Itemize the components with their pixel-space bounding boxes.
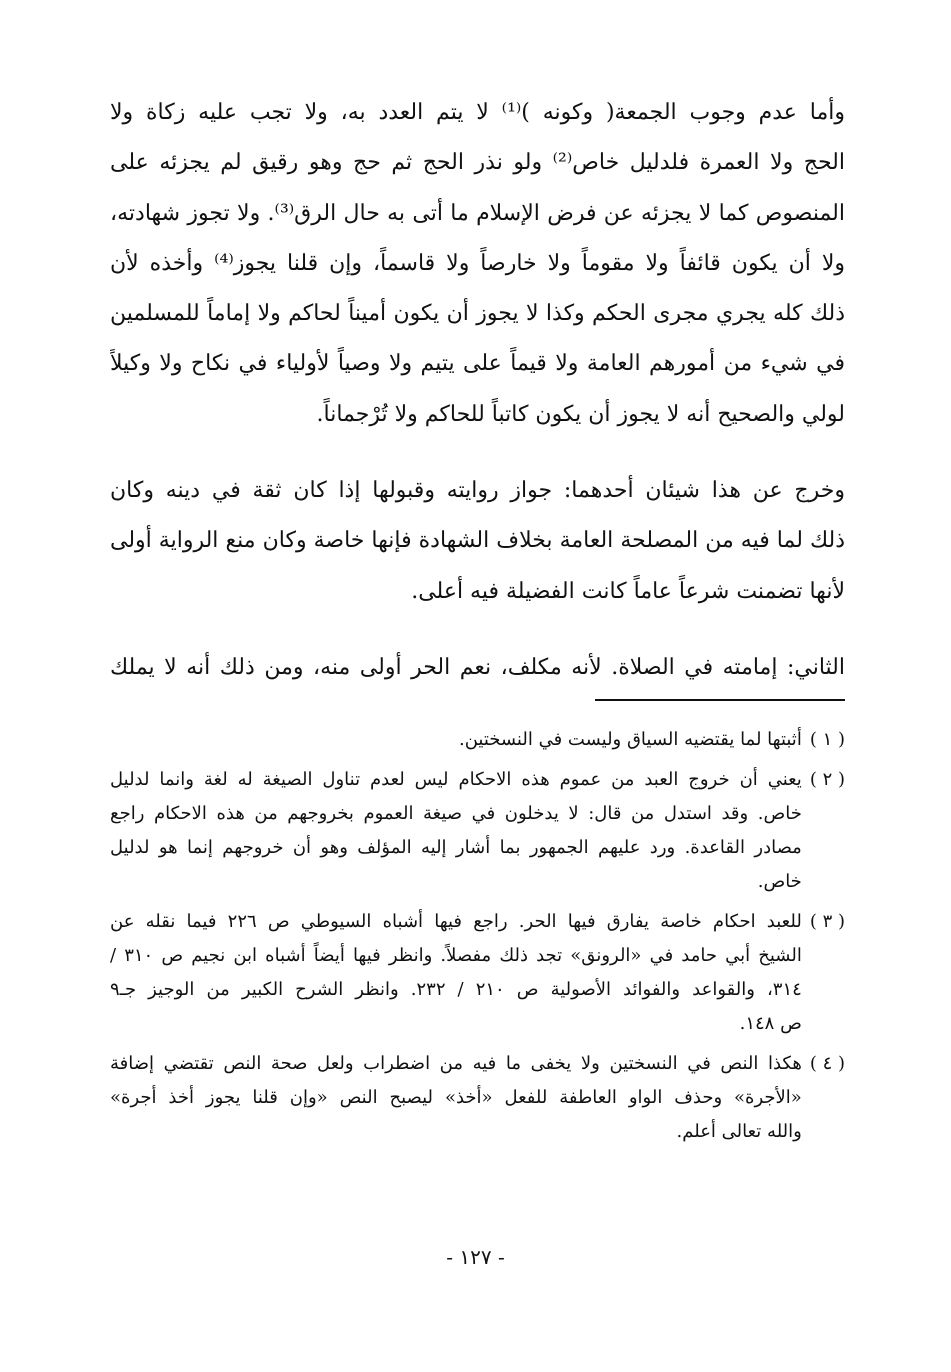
footnote-1: [110, 723, 845, 757]
text-line: لولي والصحيح أنه لا يجوز أن يكون كاتباً للحاكم ولا تُرْجماناً.: [316, 401, 845, 427]
paragraph-1: [110, 88, 845, 440]
footnote-line: «الأجرة» وحذف الواو العاطفة للفعل «أخذ» ليصبح النص «وإن قلنا يجوز أخذ أجرة»: [110, 1087, 802, 1108]
footnote-number: ( ١ ): [809, 729, 845, 750]
page-number: - ١٢٧ -: [446, 1245, 505, 1269]
footnote-4: [110, 1047, 845, 1149]
text-line: ذلك لما فيه من المصلحة العامة بخلاف الشهادة فإنها خاصة وكان منع الرواية أولى: [110, 528, 845, 554]
footnote-number: ( ٤ ): [809, 1053, 845, 1074]
footnote-3: [110, 905, 845, 1041]
text-line: المنصوص كما لا يجزئه عن فرض الإسلام ما أتى به حال الرق⁽³⁾. ولا تجوز شهادته،: [110, 200, 845, 226]
text-line: ذلك كله يجري مجرى الحكم وكذا لا يجوز أن يكون أميناً لحاكم ولا إماماً للمسلمين: [110, 301, 845, 327]
footnote-number: ( ٢ ): [809, 769, 845, 790]
text-line: وأما عدم وجوب الجمعة( وكونه )⁽¹⁾ لا يتم العدد به، ولا تجب عليه زكاة ولا: [110, 100, 845, 125]
text-line: في شيء من أمورهم العامة ولا قيماً على يتيم ولا وصياً لأولياء في نكاح ولا وكيلاً: [110, 351, 845, 377]
footnote-line: يعني أن خروج العبد من عموم هذه الاحكام ليس لعدم تناول الصيغة له لغة وانما لدليل: [110, 769, 802, 790]
footnote-line: هكذا النص في النسختين ولا يخفى ما فيه من اضطراب ولعل صحة النص تقتضي إضافة: [110, 1053, 802, 1074]
footnote-line: الشيخ أبي حامد في «الرونق» تجد ذلك مفصلاً. وانظر فيها أيضاً أشباه ابن نجيم ص ٣١٠ /: [110, 945, 802, 966]
footnotes: [110, 723, 845, 1155]
footnote-line: خاص. وقد استدل من قال: لا يدخلون في صيغة العموم بخروجهم من هذه الاحكام راجع: [110, 803, 802, 824]
footnote-line: خاص.: [757, 871, 802, 892]
footnote-number: ( ٣ ): [809, 911, 845, 932]
footnote-line: للعبد احكام خاصة يفارق فيها الحر. راجع فيها أشباه السيوطي ص ٢٢٦ فيما نقله عن: [110, 911, 802, 932]
text-line: الثاني: إمامته في الصلاة. لأنه مكلف، نعم الحر أولى منه، ومن ذلك أنه لا يملك: [110, 654, 845, 680]
footnote-2: [110, 763, 845, 899]
footnote-separator: [595, 699, 845, 701]
main-text: [110, 88, 845, 719]
footnote-line: ص ١٤٨.: [739, 1013, 802, 1034]
footnote-text: [110, 723, 802, 757]
footnote-text: [110, 1047, 802, 1149]
footnote-text: [110, 905, 802, 1041]
text-line: وخرج عن هذا شيئان أحدهما: جواز روايته وقبولها إذا كان ثقة في دينه وكان: [110, 478, 845, 504]
footnote-line: والله تعالى أعلم.: [676, 1121, 802, 1142]
footnote-line: أثبتها لما يقتضيه السياق وليست في النسختين.: [458, 729, 802, 750]
text-line: لأنها تضمنت شرعاً عاماً كانت الفضيلة فيه أعلى.: [411, 578, 845, 604]
footnote-line: ٣١٤، والقواعد والفوائد الأصولية ص ٢١٠ / ٢٣٢. وانظر الشرح الكبير من الوجيز جـ٩: [110, 979, 802, 1000]
paragraph-3: [110, 643, 845, 693]
text-line: ولا أن يكون قائفاً ولا مقوماً ولا خارصاً ولا قاسماً، وإن قلنا يجوز⁽⁴⁾ وأخذه لأن: [110, 250, 845, 276]
footnote-text: [110, 763, 802, 899]
text-line: الحج ولا العمرة فلدليل خاص⁽²⁾ ولو نذر الحج ثم حج وهو رقيق لم يجزئه على: [110, 150, 845, 176]
footnote-line: مصادر القاعدة. ورد عليهم الجمهور بما أشار إليه المؤلف وهو أن خروجهم إنما هو لدليل: [110, 837, 802, 858]
paragraph-2: [110, 466, 845, 617]
